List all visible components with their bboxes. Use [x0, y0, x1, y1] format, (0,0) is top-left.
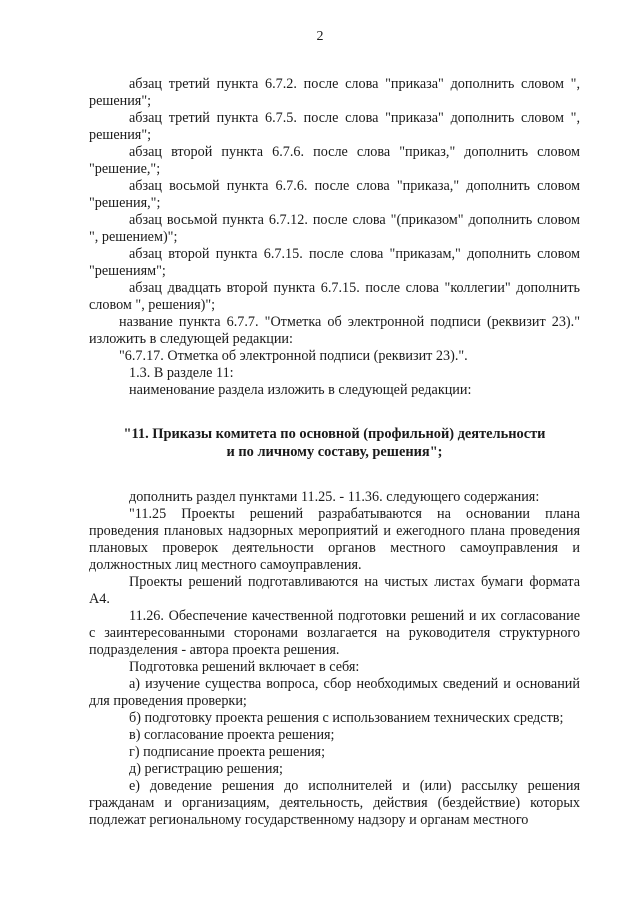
- paragraph: д) регистрацию решения;: [129, 761, 283, 777]
- section-heading: [89, 425, 580, 461]
- paragraph: а) изучение существа вопроса, сбор необходимых сведений и оснований для проведения проверки;: [89, 676, 580, 709]
- paragraph: Проекты решений подготавливаются на чистых листах бумаги формата А4.: [89, 574, 580, 607]
- section-heading-line: и по личному составу, решения";: [226, 444, 443, 460]
- document-body: [89, 76, 580, 829]
- paragraph: Подготовка решений включает в себя:: [129, 659, 360, 675]
- paragraph: 1.3. В разделе 11:: [129, 365, 234, 381]
- page-number: 2: [316, 29, 324, 44]
- paragraph: абзац третий пункта 6.7.5. после слова "приказа" дополнить словом ", решения";: [89, 110, 580, 143]
- paragraph: абзац третий пункта 6.7.2. после слова "приказа" дополнить словом ", решения";: [89, 76, 580, 109]
- paragraph: абзац двадцать второй пункта 6.7.15. после слова "коллегии" дополнить словом ", решения)";: [89, 280, 580, 313]
- paragraph: абзац восьмой пункта 6.7.6. после слова "приказа," дополнить словом "решения,";: [89, 178, 580, 211]
- paragraph: абзац второй пункта 6.7.6. после слова "приказ," дополнить словом "решение,";: [89, 144, 580, 177]
- paragraph: 11.26. Обеспечение качественной подготовки решений и их согласование с заинтересованными сторонами возлагается на руководителя структурного подразделения - автора проекта решения.: [89, 608, 580, 658]
- paragraph: в) согласование проекта решения;: [129, 727, 335, 743]
- section-heading-line: "11. Приказы комитета по основной (профильной) деятельности: [123, 426, 546, 442]
- paragraph: название пункта 6.7.7. "Отметка об электронной подписи (реквизит 23)." изложить в следующей редакции:: [89, 314, 580, 347]
- paragraph: абзац второй пункта 6.7.15. после слова "приказам," дополнить словом "решениям";: [89, 246, 580, 279]
- paragraph: "6.7.17. Отметка об электронной подписи (реквизит 23).".: [119, 348, 468, 364]
- paragraph: е) доведение решения до исполнителей и (или) рассылку решения гражданам и организациям, деятельность, действия (бездействие) которых подлежат региональному государственному надзору и органам местного: [89, 778, 580, 828]
- paragraph: дополнить раздел пунктами 11.25. - 11.36. следующего содержания:: [129, 489, 540, 505]
- paragraph: наименование раздела изложить в следующей редакции:: [129, 382, 472, 398]
- paragraph: "11.25 Проекты решений разрабатываются на основании плана проведения плановых надзорных мероприятий и ежегодного плана проведения плановых проверок деятельности органов местного самоуправления и должностных лиц местного самоуправления.: [89, 506, 580, 573]
- paragraph: г) подписание проекта решения;: [129, 744, 326, 760]
- paragraph: б) подготовку проекта решения с использованием технических средств;: [129, 710, 564, 726]
- paragraph: абзац восьмой пункта 6.7.12. после слова "(приказом" дополнить словом ", решением)";: [89, 212, 580, 245]
